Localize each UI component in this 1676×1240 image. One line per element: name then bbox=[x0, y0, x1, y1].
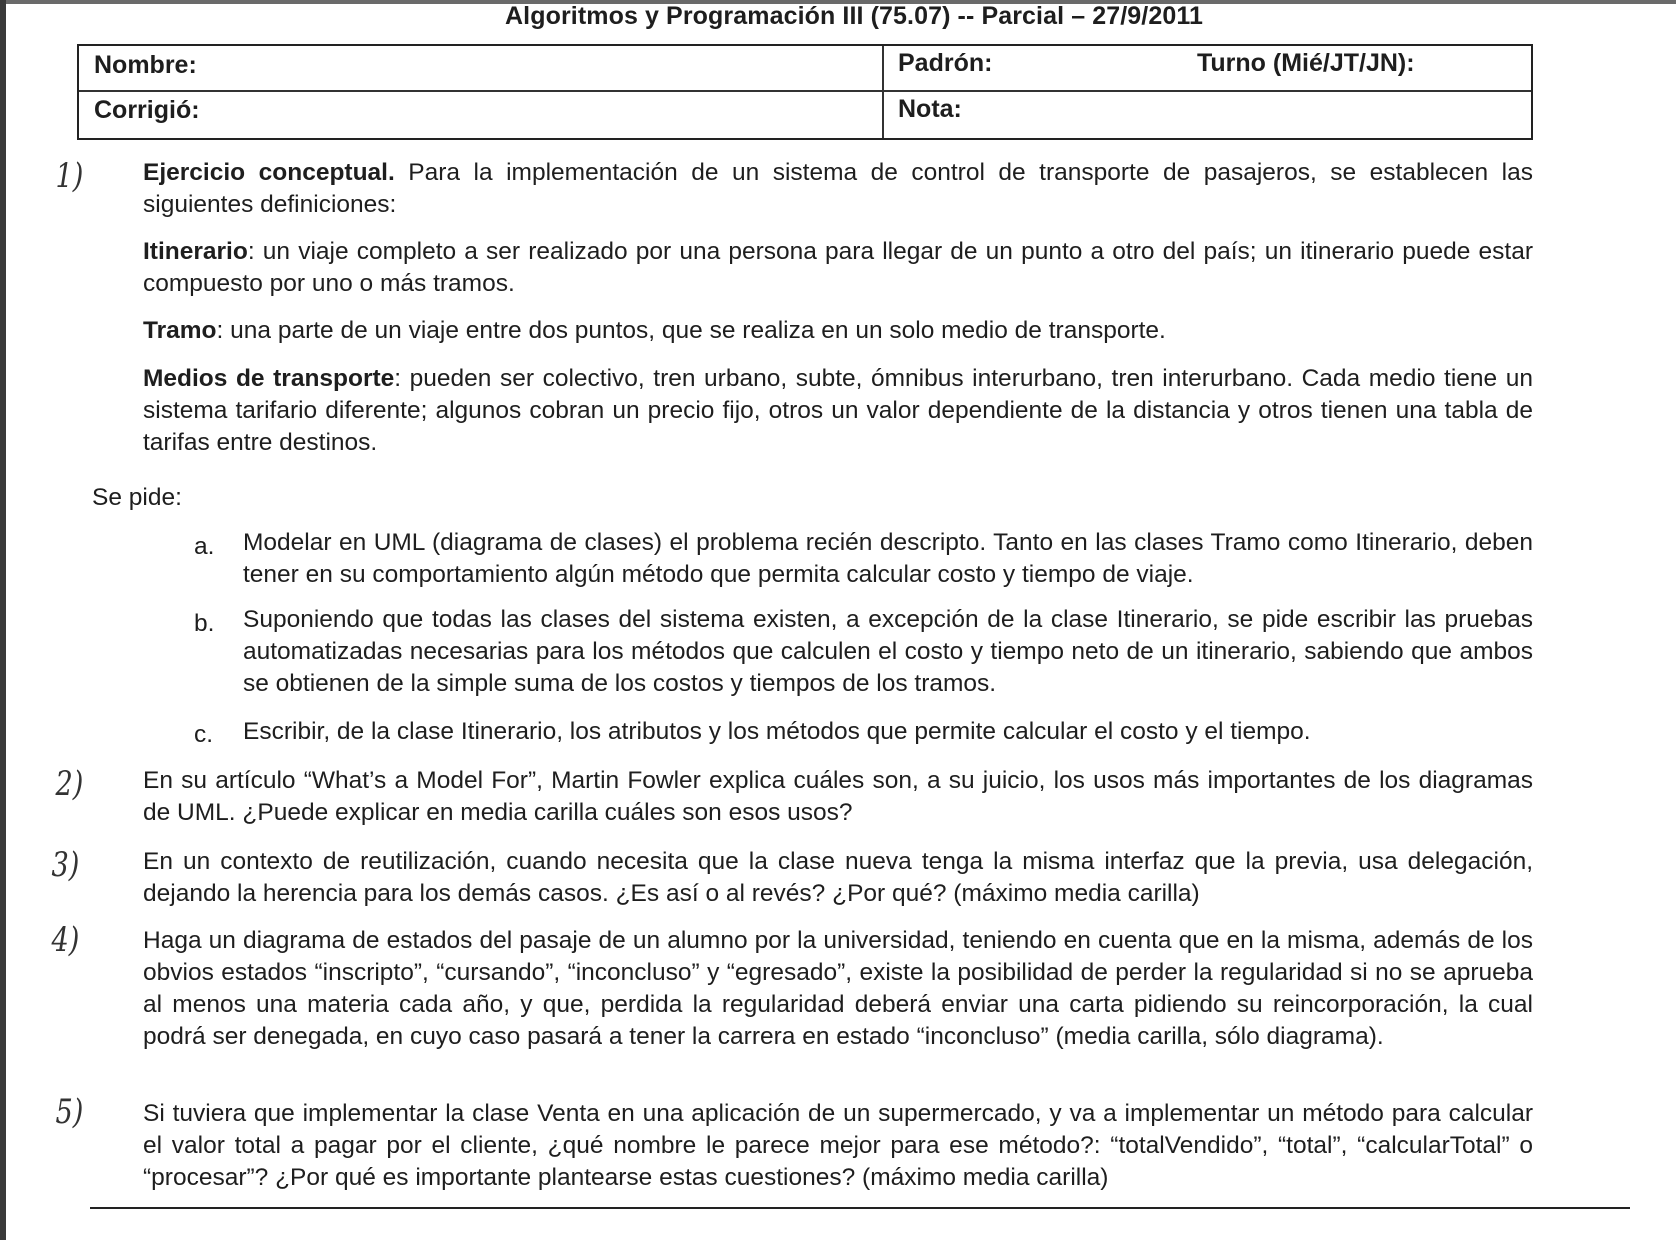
definition-itinerario bbox=[143, 236, 1533, 300]
student-info-table bbox=[77, 44, 1533, 140]
definition-text: : pueden ser colectivo, tren urbano, subte, ómnibus interurbano, tren interurbano. Cada medio tiene un sistema tarifario diferente; algunos cobran un precio fijo, otros un valor dependiente de la distancia y otros tienen una tabla de tarifas entre destinos. bbox=[143, 365, 1533, 456]
exercise-2-text: En su artículo “What’s a Model For”, Martin Fowler explica cuáles son, a su juicio, los usos más importantes de los diagramas de UML. ¿Puede explicar en media carilla cuáles son esos usos? bbox=[143, 767, 1533, 826]
definition-medios bbox=[143, 363, 1533, 459]
definition-term: Medios de transporte bbox=[143, 365, 395, 392]
table-divider-horizontal bbox=[79, 90, 1531, 92]
item-a-label: a. bbox=[194, 533, 215, 560]
definition-text: : una parte de un viaje entre dos puntos, que se realiza en un solo medio de transporte. bbox=[216, 317, 1166, 344]
item-c-text: Escribir, de la clase Itinerario, los atributos y los métodos que permite calcular el costo y el tiempo. bbox=[243, 718, 1311, 745]
handwritten-number-1: 1) bbox=[55, 156, 84, 196]
exercise-1-heading: Ejercicio conceptual. bbox=[143, 159, 395, 186]
nota-field[interactable]: Nota: bbox=[898, 95, 962, 123]
handwritten-number-2: 2) bbox=[55, 764, 84, 804]
definition-tramo bbox=[143, 315, 1533, 347]
item-c-label: c. bbox=[194, 721, 214, 748]
nombre-field[interactable]: Nombre: bbox=[94, 51, 197, 79]
exercise-5-text: Si tuviera que implementar la clase Venta en una aplicación de un supermercado, y va a implementar un método para calcular el valor total a pagar por el cliente, ¿qué nombre le parece mejor para ese método?: “totalVendido”, “total”, “calcularTotal” o “procesar”? ¿Por qué es importante plantearse estas cuestiones? (máximo media carilla) bbox=[143, 1100, 1533, 1191]
bottom-rule bbox=[90, 1207, 1630, 1209]
corrigio-field[interactable]: Corrigió: bbox=[94, 96, 200, 124]
turno-field[interactable]: Turno (Mié/JT/JN): bbox=[1197, 49, 1415, 77]
item-b-text: Suponiendo que todas las clases del sistema existen, a excepción de la clase Itinerario, se pide escribir las pruebas automatizadas necesarias para los métodos que calculen el costo y tiempo neto de un itinerario, sabiendo que ambos se obtienen de la simple suma de los costos y tiempos de los tramos. bbox=[243, 606, 1533, 697]
exam-title: Algoritmos y Programación III (75.07) -- Parcial – 27/9/2011 bbox=[505, 2, 1203, 30]
item-b-label: b. bbox=[194, 610, 215, 637]
definition-text: : un viaje completo a ser realizado por una persona para llegar de un punto a otro del país; un itinerario puede estar compuesto por uno o más tramos. bbox=[143, 238, 1533, 297]
handwritten-number-4: 4) bbox=[51, 920, 80, 960]
scan-left-edge bbox=[0, 0, 6, 1240]
exercise-1-intro-text: Para la implementación de un sistema de control de transporte de pasajeros, se establecen las siguientes definiciones: bbox=[143, 159, 1533, 218]
padron-field[interactable]: Padrón: bbox=[898, 49, 993, 77]
handwritten-number-5: 5) bbox=[55, 1092, 84, 1132]
exercise-3-text: En un contexto de reutilización, cuando necesita que la clase nueva tenga la misma interfaz que la previa, usa delegación, dejando la herencia para los demás casos. ¿Es así o al revés? ¿Por qué? (máximo media carilla) bbox=[143, 848, 1533, 907]
exercise-4-text: Haga un diagrama de estados del pasaje de un alumno por la universidad, teniendo en cuenta que en la misma, además de los obvios estados “inscripto”, “cursando”, “inconcluso” y “egresado”, existe la posibilidad de perder la regularidad si no se aprueba al menos una materia cada año, y que, perdida la regularidad deberá enviar una carta pidiendo su reincorporación, la cual podrá ser denegada, en cuyo caso pasará a tener la carrera en estado “inconcluso” (media carilla, sólo diagrama). bbox=[143, 927, 1533, 1050]
item-a-text: Modelar en UML (diagrama de clases) el problema recién descripto. Tanto en las clases Tramo como Itinerario, deben tener en su comportamiento algún método que permita calcular costo y tiempo de viaje. bbox=[243, 529, 1533, 588]
handwritten-number-3: 3) bbox=[51, 845, 80, 885]
exercise-1-intro bbox=[143, 157, 1533, 221]
definition-term: Tramo bbox=[143, 317, 217, 344]
definition-term: Itinerario bbox=[143, 238, 248, 265]
table-divider-vertical bbox=[882, 46, 884, 138]
se-pide-label: Se pide: bbox=[92, 484, 182, 511]
